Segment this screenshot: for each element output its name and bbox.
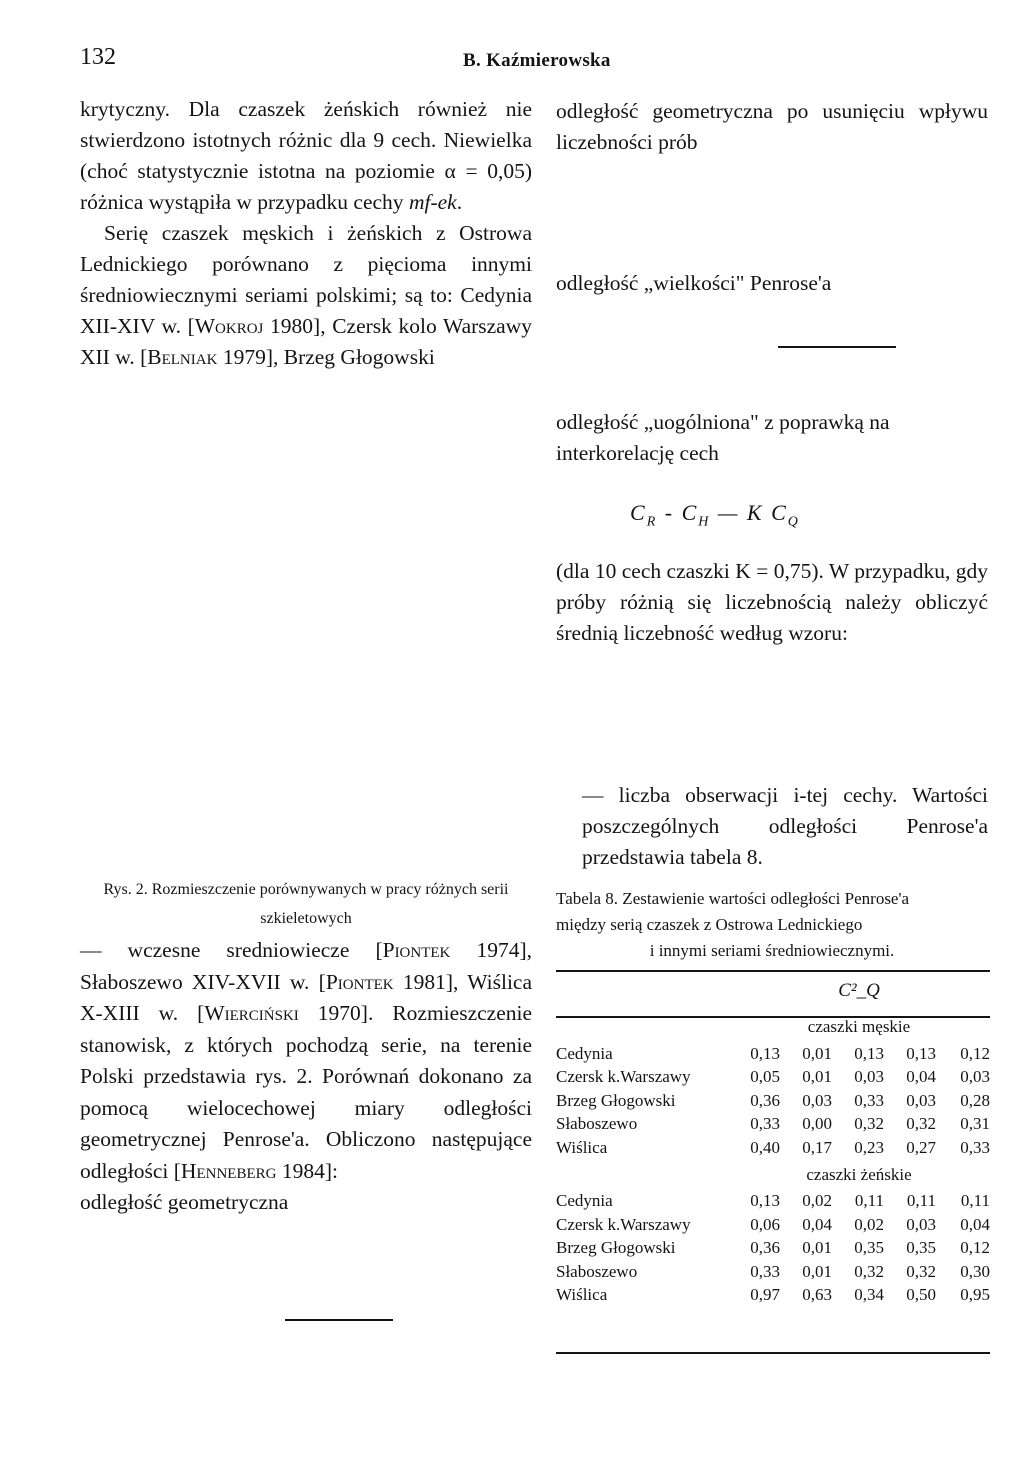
- value-cell: 0,00: [802, 1114, 832, 1134]
- series-name: Cedynia: [556, 1191, 613, 1211]
- value-cell: 0,01: [802, 1238, 832, 1258]
- value-cell: 0,13: [750, 1191, 780, 1211]
- value-cell: 0,33: [960, 1137, 990, 1157]
- header-symbol: C²_Q: [838, 980, 880, 1001]
- table-row: [556, 1284, 990, 1308]
- value-cell: 0,03: [960, 1067, 990, 1087]
- table-row: [556, 1113, 990, 1137]
- value-cell: 0,02: [854, 1214, 884, 1234]
- value-cell: 0,12: [960, 1238, 990, 1258]
- lower-left-text: [80, 935, 532, 1219]
- value-cell: 0,05: [750, 1067, 780, 1087]
- geometric-distance-label: odległość geometryczna: [80, 1190, 289, 1214]
- page-number: 132: [80, 44, 116, 70]
- table-row: [556, 1066, 990, 1090]
- value-cell: 0,28: [960, 1090, 990, 1110]
- left-column-text: [80, 94, 532, 373]
- legend-paragraph: — wczesne sredniowiecze [Piontek 1974], Słaboszewo XIV-XVII w. [Piontek 1981], Wiślica X-XIII w. [Wierciński 1970]. Rozmieszczenie stanowisk, z których pochodzą serie, na terenie Polski przedstawia rys. 2. Porównań dokonano za pomocą wielocechowej miary odległości geometrycznej Penrose'a. Obliczono następujące odległości [Henneberg 1984]:: [80, 938, 533, 1183]
- running-title: B. Kaźmierowska: [463, 50, 611, 71]
- series-name: Czersk k.Warszawy: [556, 1067, 691, 1087]
- paragraph-1: krytyczny. Dla czaszek żeńskich również nie stwierdzono istotnych różnic dla 9 cech. Niewielka (choć statystycznie istotna na poziomie α = 0,05) różnica wystąpiła w przypadku cechy mf-ek.: [80, 97, 532, 214]
- value-cell: 0,12: [960, 1043, 990, 1063]
- group-blank-cell: [556, 1012, 728, 1042]
- table-row: [556, 1190, 990, 1214]
- value-cell: 0,04: [960, 1214, 990, 1234]
- value-cell: 0,02: [802, 1191, 832, 1211]
- value-cell: 0,33: [750, 1261, 780, 1281]
- series-name: Wiślica: [556, 1285, 608, 1305]
- value-cell: 0,03: [906, 1214, 936, 1234]
- figure-caption: [80, 875, 532, 933]
- value-cell: 0,03: [802, 1090, 832, 1110]
- penrose-distance-table: [556, 970, 990, 1307]
- series-name: Brzeg Głogowski: [556, 1090, 676, 1110]
- value-cell: 0,04: [906, 1067, 936, 1087]
- value-cell: 0,06: [750, 1214, 780, 1234]
- table-row: [556, 1260, 990, 1284]
- header-blank-cell: [556, 970, 728, 1012]
- table-row: [556, 1089, 990, 1113]
- value-cell: 0,27: [906, 1137, 936, 1157]
- value-cell: 0,31: [960, 1114, 990, 1134]
- value-cell: 0,11: [854, 1191, 884, 1211]
- value-cell: 0,32: [906, 1114, 936, 1134]
- formula: $C_R - C_H$ — K $C_Q$: [630, 500, 800, 530]
- value-cell: 0,01: [802, 1261, 832, 1281]
- value-cell: 0,01: [802, 1043, 832, 1063]
- table-row: [556, 1237, 990, 1261]
- value-cell: 0,35: [906, 1238, 936, 1258]
- value-cell: 0,32: [854, 1261, 884, 1281]
- value-cell: 0,32: [906, 1261, 936, 1281]
- table-bottom-rule: [556, 1352, 990, 1354]
- value-cell: 0,17: [802, 1137, 832, 1157]
- group-label: czaszki żeńskie: [806, 1164, 912, 1184]
- group-row: [556, 1012, 990, 1042]
- value-cell: 0,13: [750, 1043, 780, 1063]
- fraction-rule-right: [778, 346, 896, 348]
- group-row: [556, 1160, 990, 1190]
- value-cell: 0,95: [960, 1285, 990, 1305]
- value-cell: 0,01: [802, 1067, 832, 1087]
- table-row: [556, 1136, 990, 1160]
- series-name: Słaboszewo: [556, 1261, 638, 1281]
- value-cell: 0,40: [750, 1137, 780, 1157]
- value-cell: 0,36: [750, 1090, 780, 1110]
- group-label: czaszki męskie: [807, 1017, 911, 1036]
- figure-label: Rys. 2.: [103, 881, 148, 898]
- value-cell: 0,11: [960, 1191, 990, 1211]
- paragraph-2: Serię czaszek męskich i żeńskich z Ostrowa Lednickiego porównano z pięcioma innymi średniowiecznymi seriami polskimi; są to: Cedynia XII-XIV w. [Wokroj 1980], Czersk kolo Warszawy XII w. [Belniak 1979], Brzeg Głogowski: [80, 221, 533, 369]
- table-caption: Tabela 8. Zestawienie wartości odległości Penrose'a między serią czaszek z Ostrowa Lednickiego i innymi seriami średniowiecznymi.: [556, 889, 910, 960]
- value-cell: 0,35: [854, 1238, 884, 1258]
- value-cell: 0,03: [854, 1067, 884, 1087]
- fraction-rule-left: [285, 1319, 393, 1321]
- value-cell: 0,34: [854, 1285, 884, 1305]
- series-name: Czersk k.Warszawy: [556, 1214, 691, 1234]
- table-row: [556, 1213, 990, 1237]
- value-cell: 0,50: [906, 1285, 936, 1305]
- table-header-row: [556, 970, 990, 1012]
- value-cell: 0,32: [854, 1114, 884, 1134]
- value-cell: 0,97: [750, 1285, 780, 1305]
- series-name: Słaboszewo: [556, 1114, 638, 1134]
- formula-note: (dla 10 cech czaszki K = 0,75). W przypadku, gdy próby różnią się liczebnością należy obliczyć średnią liczebność według wzoru:: [556, 559, 988, 645]
- series-name: Wiślica: [556, 1137, 608, 1157]
- size-distance-label: odległość „wielkości" Penrose'a: [556, 271, 832, 295]
- value-cell: 0,11: [906, 1191, 936, 1211]
- value-cell: 0,03: [906, 1090, 936, 1110]
- series-name: Cedynia: [556, 1043, 613, 1063]
- series-name: Brzeg Głogowski: [556, 1238, 676, 1258]
- value-cell: 0,04: [802, 1214, 832, 1234]
- value-cell: 0,36: [750, 1238, 780, 1258]
- value-cell: 0,33: [854, 1090, 884, 1110]
- value-cell: 0,13: [854, 1043, 884, 1063]
- observations-text: — liczba obserwacji i-tej cechy. Wartości poszczególnych odległości Penrose'a przedstawia tabela 8.: [582, 783, 988, 869]
- value-cell: 0,30: [960, 1261, 990, 1281]
- value-cell: 0,13: [906, 1043, 936, 1063]
- group-blank-cell: [556, 1160, 728, 1190]
- value-cell: 0,33: [750, 1114, 780, 1134]
- generalized-distance-text: odległość „uogólniona" z poprawką na interkorelację cech: [556, 410, 890, 465]
- value-cell: 0,63: [802, 1285, 832, 1305]
- figure-caption-text: Rozmieszczenie porównywanych w pracy różnych serii szkieletowych: [151, 881, 509, 927]
- value-cell: 0,23: [854, 1137, 884, 1157]
- table-row: [556, 1042, 990, 1066]
- geometric-after-text: odległość geometryczna po usunięciu wpływu liczebności prób: [556, 99, 988, 154]
